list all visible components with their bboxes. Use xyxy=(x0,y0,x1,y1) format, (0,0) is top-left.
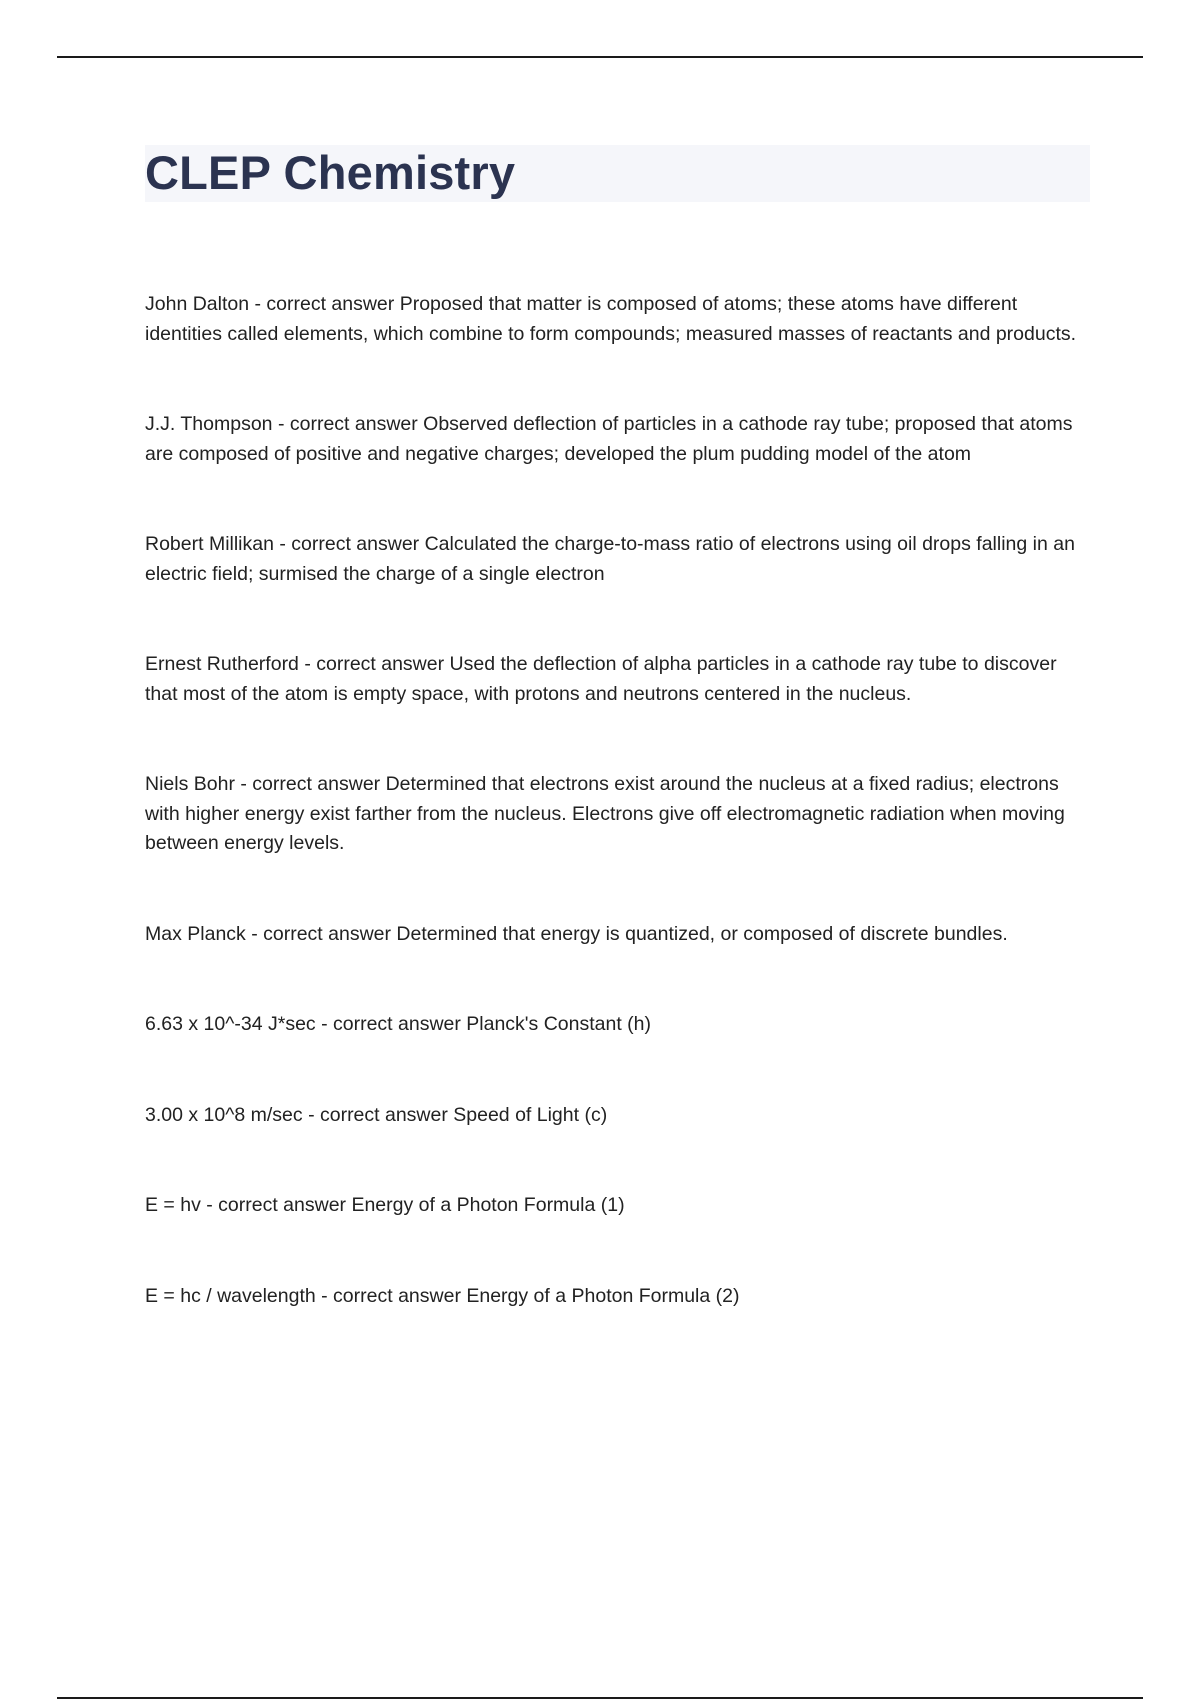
flashcard-entry: 6.63 x 10^-34 J*sec - correct answer Planck's Constant (h) xyxy=(145,1013,652,1035)
flashcard-entry: J.J. Thompson - correct answer Observed deflection of particles in a cathode ray tube; proposed that atoms are composed of positive and negative charges; developed the plum pudding model of the atom xyxy=(145,413,1073,465)
flashcard-entry: Ernest Rutherford - correct answer Used the deflection of alpha particles in a cathode ray tube to discover that most of the atom is empty space, with protons and neutrons centered in the nucleus. xyxy=(145,653,1057,705)
flashcard-entry: Niels Bohr - correct answer Determined that electrons exist around the nucleus at a fixed radius; electrons with higher energy exist farther from the nucleus. Electrons give off electromagnetic radiation when moving between energy levels. xyxy=(145,773,1065,854)
document-title: CLEP Chemistry xyxy=(145,146,516,199)
flashcard-entry: Max Planck - correct answer Determined that energy is quantized, or composed of discrete bundles. xyxy=(145,922,1008,945)
footer-rule xyxy=(57,1697,1143,1699)
flashcard-entry: E = hc / wavelength - correct answer Energy of a Photon Formula (2) xyxy=(145,1284,740,1307)
header-rule xyxy=(57,56,1143,58)
flashcard-list xyxy=(145,290,1090,1311)
flashcard-entry: E = hv - correct answer Energy of a Photon Formula (1) xyxy=(145,1194,625,1216)
flashcard-entry: Robert Millikan - correct answer Calculated the charge-to-mass ratio of electrons using oil drops falling in an electric field; surmised the charge of a single electron xyxy=(145,533,1075,585)
flashcard-entry: John Dalton - correct answer Proposed that matter is composed of atoms; these atoms have different identities called elements, which combine to form compounds; measured masses of reactants and products. xyxy=(145,293,1077,345)
flashcard-entry: 3.00 x 10^8 m/sec - correct answer Speed of Light (c) xyxy=(145,1103,608,1126)
